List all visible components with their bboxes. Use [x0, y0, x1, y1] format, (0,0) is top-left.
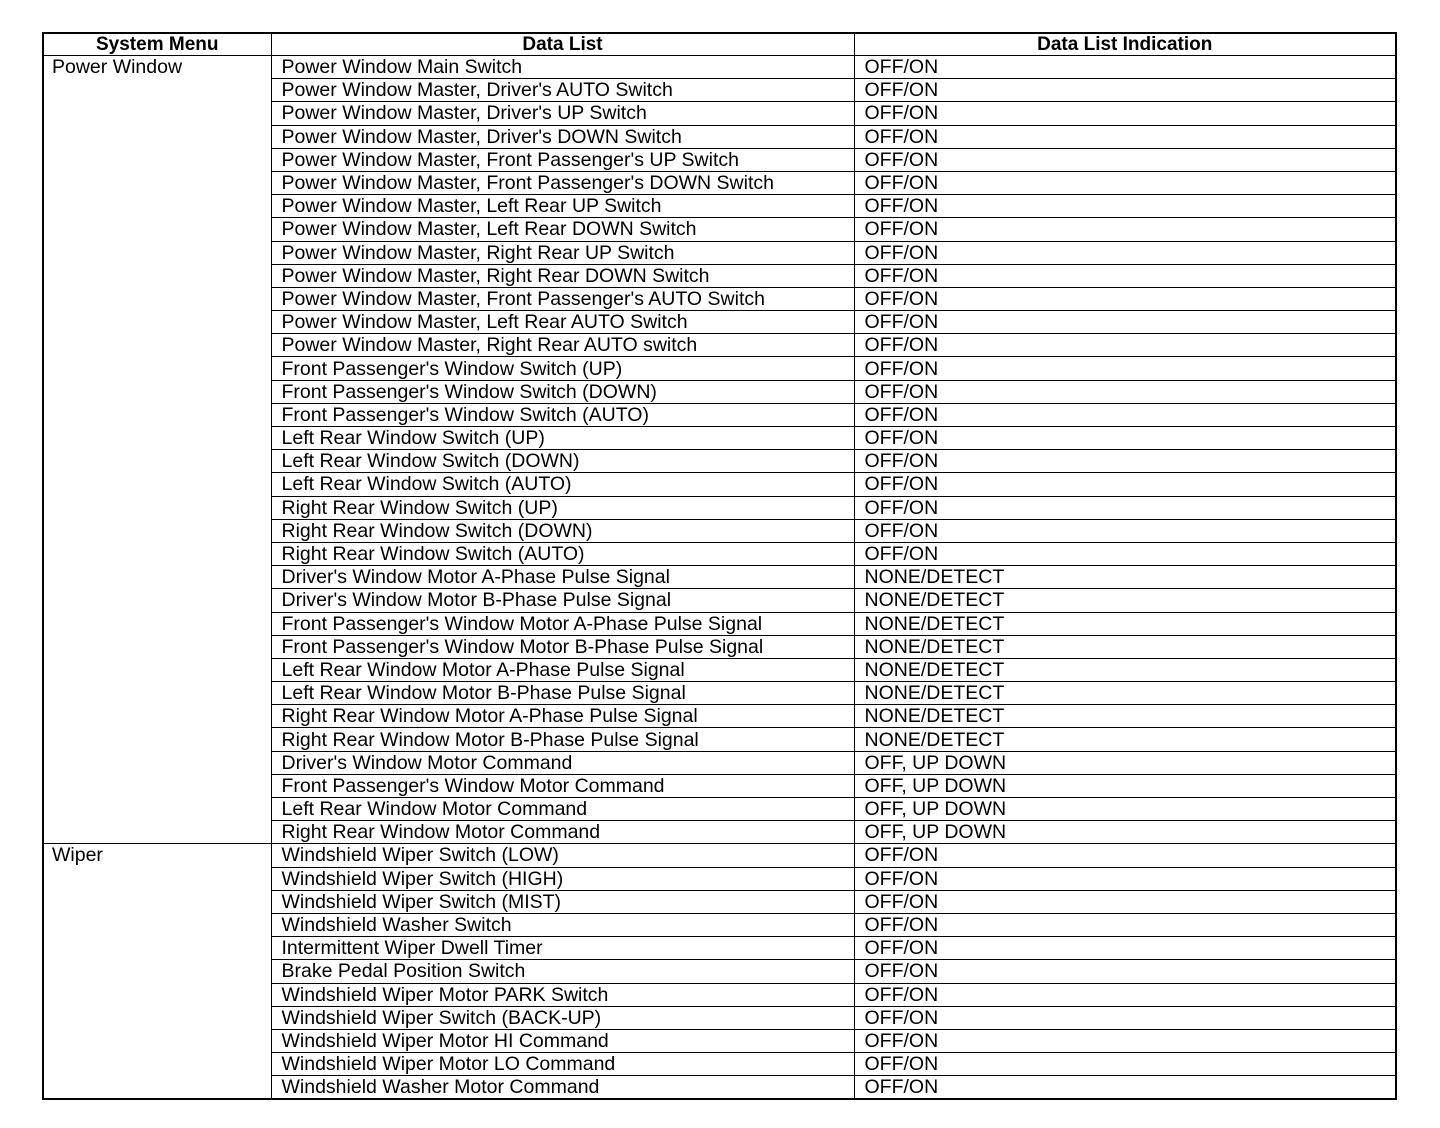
indication-cell: OFF/ON	[854, 1076, 1396, 1100]
indication-cell: OFF/ON	[854, 450, 1396, 473]
data-list-cell: Right Rear Window Motor B-Phase Pulse Signal	[271, 728, 854, 751]
data-list-cell: Windshield Wiper Motor LO Command	[271, 1053, 854, 1076]
data-list-cell: Intermittent Wiper Dwell Timer	[271, 937, 854, 960]
indication-cell: OFF/ON	[854, 473, 1396, 496]
data-list-cell: Front Passenger's Window Motor B-Phase Pulse Signal	[271, 635, 854, 658]
indication-cell: OFF/ON	[854, 357, 1396, 380]
indication-cell: OFF/ON	[854, 1053, 1396, 1076]
data-list-cell: Power Window Master, Front Passenger's AUTO Switch	[271, 287, 854, 310]
table-header	[43, 33, 1396, 56]
indication-cell: OFF/ON	[854, 125, 1396, 148]
data-list-cell: Windshield Wiper Switch (MIST)	[271, 890, 854, 913]
data-list-cell: Right Rear Window Motor A-Phase Pulse Signal	[271, 705, 854, 728]
indication-cell: OFF, UP DOWN	[854, 751, 1396, 774]
indication-cell: OFF/ON	[854, 867, 1396, 890]
indication-cell: NONE/DETECT	[854, 682, 1396, 705]
system-menu-cell: Wiper	[43, 844, 271, 1100]
data-list-cell: Power Window Master, Front Passenger's UP Switch	[271, 148, 854, 171]
data-list-cell: Left Rear Window Motor Command	[271, 798, 854, 821]
data-list-cell: Left Rear Window Switch (AUTO)	[271, 473, 854, 496]
data-list-cell: Right Rear Window Motor Command	[271, 821, 854, 844]
data-list-cell: Windshield Washer Switch	[271, 913, 854, 936]
data-list-cell: Brake Pedal Position Switch	[271, 960, 854, 983]
table-row	[43, 844, 1396, 867]
indication-cell: OFF/ON	[854, 542, 1396, 565]
data-list-cell: Power Window Master, Driver's AUTO Switch	[271, 79, 854, 102]
indication-cell: OFF/ON	[854, 79, 1396, 102]
data-list-cell: Windshield Washer Motor Command	[271, 1076, 854, 1100]
data-list-table	[42, 32, 1397, 1100]
indication-cell: OFF/ON	[854, 519, 1396, 542]
indication-cell: OFF/ON	[854, 960, 1396, 983]
data-list-cell: Front Passenger's Window Switch (AUTO)	[271, 403, 854, 426]
data-list-cell: Windshield Wiper Motor HI Command	[271, 1029, 854, 1052]
data-list-cell: Windshield Wiper Switch (HIGH)	[271, 867, 854, 890]
header-row	[43, 33, 1396, 56]
indication-cell: OFF/ON	[854, 241, 1396, 264]
indication-cell: OFF/ON	[854, 1029, 1396, 1052]
indication-cell: OFF/ON	[854, 334, 1396, 357]
indication-cell: NONE/DETECT	[854, 635, 1396, 658]
indication-cell: OFF/ON	[854, 403, 1396, 426]
indication-cell: OFF, UP DOWN	[854, 798, 1396, 821]
indication-cell: OFF, UP DOWN	[854, 774, 1396, 797]
indication-cell: NONE/DETECT	[854, 589, 1396, 612]
indication-cell: OFF/ON	[854, 1006, 1396, 1029]
data-list-cell: Power Window Master, Left Rear UP Switch	[271, 195, 854, 218]
data-list-cell: Left Rear Window Motor B-Phase Pulse Signal	[271, 682, 854, 705]
indication-cell: OFF/ON	[854, 311, 1396, 334]
indication-cell: OFF/ON	[854, 218, 1396, 241]
indication-cell: OFF/ON	[854, 380, 1396, 403]
header-data-list: Data List	[271, 33, 854, 56]
data-list-cell: Left Rear Window Switch (DOWN)	[271, 450, 854, 473]
indication-cell: NONE/DETECT	[854, 728, 1396, 751]
indication-cell: OFF/ON	[854, 148, 1396, 171]
indication-cell: OFF/ON	[854, 264, 1396, 287]
data-list-cell: Right Rear Window Switch (DOWN)	[271, 519, 854, 542]
data-list-cell: Front Passenger's Window Switch (DOWN)	[271, 380, 854, 403]
data-list-cell: Left Rear Window Switch (UP)	[271, 427, 854, 450]
data-list-cell: Power Window Master, Left Rear AUTO Switch	[271, 311, 854, 334]
indication-cell: OFF/ON	[854, 913, 1396, 936]
data-list-cell: Power Window Master, Driver's DOWN Switch	[271, 125, 854, 148]
data-list-cell: Windshield Wiper Switch (BACK-UP)	[271, 1006, 854, 1029]
data-list-cell: Power Window Main Switch	[271, 56, 854, 79]
data-list-cell: Right Rear Window Switch (AUTO)	[271, 542, 854, 565]
indication-cell: NONE/DETECT	[854, 566, 1396, 589]
indication-cell: OFF/ON	[854, 496, 1396, 519]
indication-cell: OFF/ON	[854, 937, 1396, 960]
data-list-cell: Power Window Master, Right Rear UP Switch	[271, 241, 854, 264]
data-list-cell: Front Passenger's Window Motor A-Phase Pulse Signal	[271, 612, 854, 635]
data-list-cell: Driver's Window Motor A-Phase Pulse Signal	[271, 566, 854, 589]
data-list-cell: Front Passenger's Window Motor Command	[271, 774, 854, 797]
data-list-cell: Right Rear Window Switch (UP)	[271, 496, 854, 519]
data-list-cell: Power Window Master, Right Rear AUTO switch	[271, 334, 854, 357]
data-list-cell: Power Window Master, Front Passenger's DOWN Switch	[271, 171, 854, 194]
table-row	[43, 56, 1396, 79]
indication-cell: OFF/ON	[854, 102, 1396, 125]
indication-cell: OFF/ON	[854, 890, 1396, 913]
system-menu-cell: Power Window	[43, 56, 271, 844]
indication-cell: OFF, UP DOWN	[854, 821, 1396, 844]
data-list-cell: Windshield Wiper Switch (LOW)	[271, 844, 854, 867]
data-list-cell: Windshield Wiper Motor PARK Switch	[271, 983, 854, 1006]
indication-cell: NONE/DETECT	[854, 705, 1396, 728]
header-data-list-indication: Data List Indication	[854, 33, 1396, 56]
indication-cell: OFF/ON	[854, 287, 1396, 310]
indication-cell: OFF/ON	[854, 844, 1396, 867]
indication-cell: OFF/ON	[854, 427, 1396, 450]
table-body	[43, 56, 1396, 1100]
indication-cell: NONE/DETECT	[854, 658, 1396, 681]
data-list-cell: Power Window Master, Driver's UP Switch	[271, 102, 854, 125]
data-list-cell: Driver's Window Motor Command	[271, 751, 854, 774]
indication-cell: OFF/ON	[854, 171, 1396, 194]
data-list-cell: Front Passenger's Window Switch (UP)	[271, 357, 854, 380]
indication-cell: NONE/DETECT	[854, 612, 1396, 635]
header-system-menu: System Menu	[43, 33, 271, 56]
data-list-cell: Power Window Master, Left Rear DOWN Switch	[271, 218, 854, 241]
data-list-cell: Power Window Master, Right Rear DOWN Switch	[271, 264, 854, 287]
indication-cell: OFF/ON	[854, 56, 1396, 79]
data-list-cell: Left Rear Window Motor A-Phase Pulse Signal	[271, 658, 854, 681]
indication-cell: OFF/ON	[854, 983, 1396, 1006]
data-list-cell: Driver's Window Motor B-Phase Pulse Signal	[271, 589, 854, 612]
indication-cell: OFF/ON	[854, 195, 1396, 218]
